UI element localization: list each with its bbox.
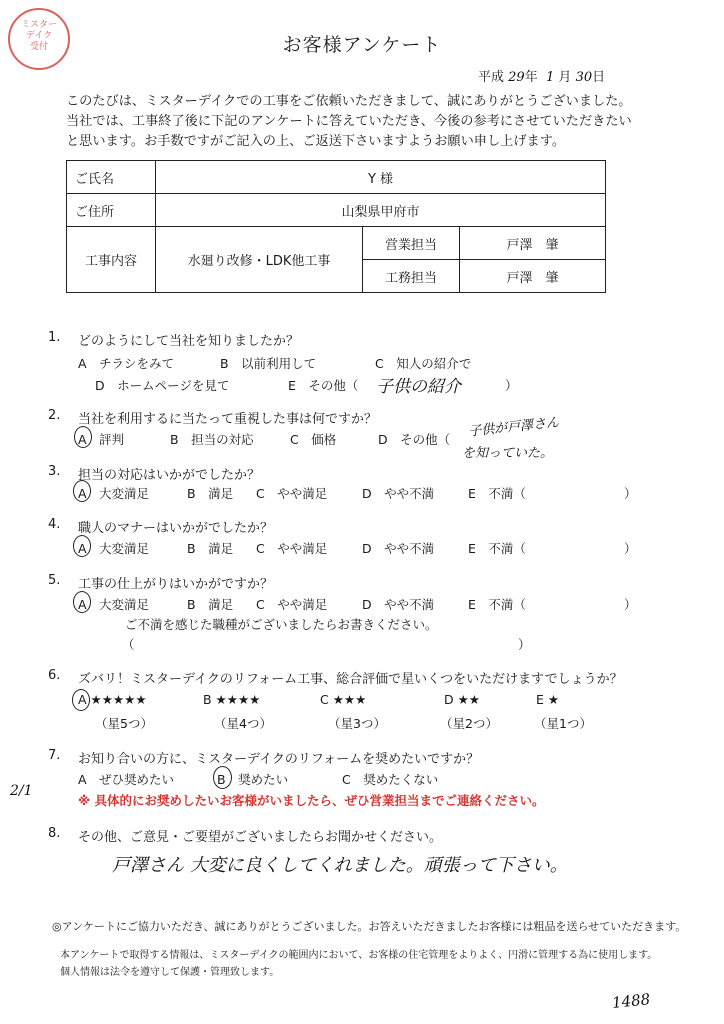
sales-label: 営業担当 (363, 227, 460, 260)
customer-info-table (66, 160, 606, 293)
q5-close-paren-2: ） (518, 637, 531, 652)
q2-option-d[interactable]: D その他（ (378, 432, 451, 447)
q3-option-b[interactable]: B 満足 (187, 486, 234, 501)
q6-sub-b: （星4つ） (214, 716, 272, 731)
q1-option-d[interactable]: D ホームページを見て (95, 378, 230, 393)
q7-option-a[interactable]: A ぜひ奨めたい (78, 772, 175, 787)
name-label: ご氏名 (67, 161, 156, 194)
q1-option-b[interactable]: B 以前利用して (220, 356, 317, 371)
q5-open-paren: （ (122, 637, 135, 652)
date-day: 30 (575, 70, 593, 85)
q5-option-c[interactable]: C やや満足 (256, 597, 328, 612)
q3-text: 担当の対応はいかがでしたか？ (78, 468, 261, 483)
q4-option-b[interactable]: B 満足 (187, 541, 234, 556)
margin-handwritten-note: 2/1 (10, 783, 33, 799)
q4-option-d[interactable]: D やや不満 (362, 541, 435, 556)
q3-close-paren: ） (624, 486, 637, 501)
q6-option-b[interactable]: B ★★★★ (203, 692, 261, 707)
date-month: 1 (545, 70, 555, 85)
footer-privacy-1: 本アンケートで取得する情報は、ミスターデイクの範囲内において、お客様の住宅管理をよりよく、円滑に管理する為に使用します。 (60, 950, 658, 961)
q5-option-e[interactable]: E 不満（ (468, 597, 526, 612)
q4-option-a[interactable]: A 大変満足 (78, 541, 150, 556)
q6-sub-c: （星3つ） (328, 716, 386, 731)
intro-line-2: 当社では、工事終了後に下記のアンケートに答えていただき、今後の参考にさせていただきたい (66, 114, 632, 129)
q1-option-c[interactable]: C 知人の紹介で (375, 356, 472, 371)
q7-red-note: ※ 具体的にお奨めしたいお客様がいましたら、ぜひ営業担当までご連絡ください。 (78, 793, 545, 808)
q8-text: その他、ご意見・ご要望がございましたらお聞かせください。 (78, 830, 443, 845)
date-year-unit: 年 (524, 70, 538, 85)
q6-text: ズバリ！ミスターデイクのリフォーム工事、総合評価で星いくつをいただけますでしょうか？ (78, 672, 623, 687)
q1-text: どのようにして当社を知りましたか？ (78, 334, 300, 349)
q6-number: 6. (48, 668, 61, 683)
q2-option-c[interactable]: C 価格 (290, 432, 337, 447)
seal-text-2: デイク (25, 31, 53, 41)
q5-close-paren: ） (624, 597, 637, 612)
q1-close-paren: ） (505, 378, 518, 393)
q7-option-b[interactable]: B 奨めたい (217, 772, 289, 787)
address-label: ご住所 (67, 194, 156, 227)
q7-text: お知り合いの方に、ミスターデイクのリフォームを奨めたいですか？ (78, 752, 480, 767)
q3-option-a[interactable]: A 大変満足 (78, 486, 150, 501)
engineering-value: 戸澤 肇 (460, 260, 606, 293)
q2-number: 2. (48, 408, 61, 423)
q4-option-c[interactable]: C やや満足 (256, 541, 328, 556)
q1-option-e[interactable]: E その他（ (288, 378, 359, 393)
q2-handwritten-answer-2: を知っていた。 (462, 446, 554, 461)
q5-option-a[interactable]: A 大変満足 (78, 597, 150, 612)
address-value: 山梨県甲府市 (156, 194, 606, 227)
q2-option-b[interactable]: B 担当の対応 (170, 432, 254, 447)
q5-number: 5. (48, 573, 61, 588)
q4-close-paren: ） (624, 541, 637, 556)
page-number-handwritten: 1488 (611, 990, 652, 1012)
q4-number: 4. (48, 517, 61, 532)
date-era: 平成 (478, 70, 505, 85)
footer-thanks: ◎アンケートにご協力いただき、誠にありがとうございました。お答えいただきましたお客様には粗品を送らせていただきます。 (52, 920, 687, 933)
q4-text: 職人のマナーはいかがでしたか？ (78, 521, 274, 536)
footer-privacy-2: 個人情報は法令を遵守して保護・管理致します。 (60, 967, 280, 978)
page-title: お客様アンケート (282, 34, 442, 56)
engineering-label: 工務担当 (363, 260, 460, 293)
seal-text-1: ミスター (20, 20, 57, 30)
q4-option-e[interactable]: E 不満（ (468, 541, 526, 556)
q5-text: 工事の仕上がりはいかがですか？ (78, 577, 274, 592)
q6-sub-d: （星2つ） (440, 716, 498, 731)
q5-option-d[interactable]: D やや不満 (362, 597, 435, 612)
q7-number: 7. (48, 748, 61, 763)
sales-value: 戸澤 肇 (460, 227, 606, 260)
work-value: 水廻り改修・LDK他工事 (156, 227, 363, 293)
q6-sub-a: （星5つ） (95, 716, 153, 731)
date-month-unit: 月 (558, 70, 572, 85)
q6-sub-e: （星1つ） (534, 716, 592, 731)
q7-option-c[interactable]: C 奨めたくない (342, 772, 439, 787)
seal-text-3: 受付 (29, 42, 48, 52)
intro-line-3: と思います。お手数ですがご記入の上、ご返送下さいますようお願い申し上げます。 (66, 134, 566, 149)
q5-subtext: ご不満を感じた職種がございましたらお書きください。 (125, 617, 438, 632)
q8-number: 8. (48, 826, 61, 841)
q3-number: 3. (48, 464, 61, 479)
q6-option-d[interactable]: D ★★ (444, 692, 481, 707)
q6-option-a[interactable]: A ★★★★★ (78, 692, 147, 707)
survey-date (478, 66, 605, 85)
q1-handwritten-answer: 子供の紹介 (376, 377, 461, 397)
work-label: 工事内容 (67, 227, 156, 293)
q2-text: 当社を利用するに当たって重視した事は何ですか？ (78, 412, 378, 427)
date-year: 29 (508, 70, 525, 85)
q1-number: 1. (48, 330, 61, 345)
q1-option-a[interactable]: A チラシをみて (78, 356, 175, 371)
intro-line-1: このたびは、ミスターデイクでの工事をご依頼いただきまして、誠にありがとうございました。 (66, 94, 632, 109)
q3-option-c[interactable]: C やや満足 (256, 486, 328, 501)
q2-option-a[interactable]: A 評判 (78, 432, 125, 447)
q8-handwritten-answer: 戸澤さん 大変に良くしてくれました。頑張って下さい。 (112, 855, 568, 876)
q6-option-c[interactable]: C ★★★ (320, 692, 367, 707)
q2-handwritten-answer-1: 子供が戸澤さん (467, 415, 560, 440)
q3-option-e[interactable]: E 不満（ (468, 486, 526, 501)
name-value: Y 様 (156, 161, 606, 194)
q6-option-e[interactable]: E ★ (536, 692, 560, 707)
date-day-unit: 日 (592, 70, 606, 85)
q5-option-b[interactable]: B 満足 (187, 597, 234, 612)
intro-text (66, 92, 632, 152)
q3-option-d[interactable]: D やや不満 (362, 486, 435, 501)
